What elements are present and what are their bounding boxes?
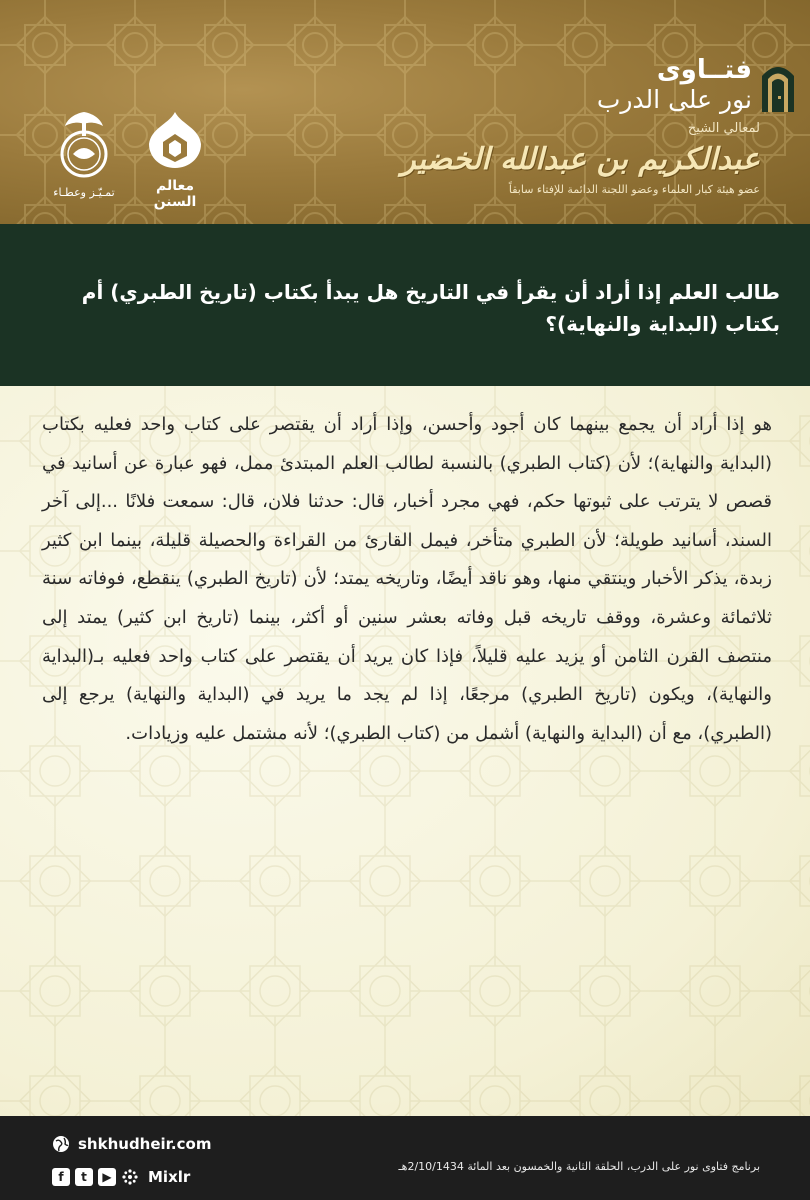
answer-section: [0, 386, 810, 1116]
website-link[interactable]: [52, 1132, 211, 1156]
social-links: [52, 1166, 190, 1188]
maalim-sunan-logo: [135, 110, 215, 210]
tamayuz-logo: [44, 108, 124, 208]
header-banner: [0, 0, 810, 224]
youtube-icon[interactable]: ▶: [98, 1168, 116, 1186]
mixlr-label[interactable]: Mixlr: [148, 1168, 191, 1186]
program-subtitle: نور على الدرب: [596, 85, 752, 114]
episode-info: برنامج فتاوى نور على الدرب، الحلقة الثانية والخمسون بعد المائة 2/10/1434هـ: [398, 1160, 760, 1173]
sheikh-prefix: لمعالي الشيخ: [687, 121, 760, 136]
twitter-icon[interactable]: t: [75, 1168, 93, 1186]
program-title: [512, 56, 752, 116]
mixlr-icon[interactable]: [121, 1168, 139, 1186]
answer-text: هو إذا أراد أن يجمع بينهما كان أجود وأحسن، وإذا أراد أن يقتصر على كتاب واحد فعليه بكتاب (البداية والنهاية)؛ لأن (كتاب الطبري) بالنسبة لطالب العلم المبتدئ ممل، فهو عبارة عن أسانيد في قصص لا يترتب على ثبوتها حكم، فهي مجرد أخبار، قال: حدثنا فلان، قال: سمعت فلانًا ...إلى آخر السند، أسانيد طويلة؛ لأن الطبري متأخر، فيمل القارئ من القراءة والحصيلة قليلة، بينما ابن كثير زبدة، يذكر الأخبار وينتقي منها، وهو ناقد أيضًا، وتاريخه يمتد؛ لأن (تاريخ الطبري) ينقطع، فوفاته سنة ثلاثمائة وعشرة، ووقف تاريخه قبل وفاته بعشر سنين أو أكثر، بينما (تاريخ ابن كثير) يمتد إلى منتصف القرن الثامن أو يزيد عليه قليلاً، فإذا كان يريد أن يقتصر على كتاب واحد فعليه بـ(البداية والنهاية)، ويكون (تاريخ الطبري) مرجعًا، إذا لم يجد ما يريد في (البداية والنهاية) يرجع إلى (الطبري)، مع أن (البداية والنهاية) أشمل من (كتاب الطبري)؛ لأنه مشتمل عليه وزيادات.: [42, 414, 772, 744]
question-band: [0, 224, 810, 386]
sheikh-name: عبدالكريم بن عبدالله الخضير: [401, 142, 760, 177]
footer: [0, 1116, 810, 1200]
sunan-emblem-icon: [143, 110, 207, 172]
facebook-icon[interactable]: f: [52, 1168, 70, 1186]
website-url: shkhudheir.com: [78, 1135, 212, 1153]
tamayuz-logo-label: تمـيّـز وعطـاء: [53, 186, 115, 199]
door-logo-icon: [760, 56, 796, 114]
program-name: فتــاوى: [656, 55, 752, 85]
sheikh-block: [400, 120, 760, 198]
palm-emblem-icon: [53, 108, 115, 180]
sheikh-title: عضو هيئة كبار العلماء وعضو اللجنة الدائمة للإفتاء سابقاً: [508, 183, 760, 196]
globe-icon: [52, 1135, 70, 1153]
sunan-logo-label: معالم السنن: [153, 178, 197, 210]
question-text: طالب العلم إذا أراد أن يقرأ في التاريخ هل يبدأ بكتاب (تاريخ الطبري) أم بكتاب (البداية والنهاية)؟: [81, 280, 780, 336]
